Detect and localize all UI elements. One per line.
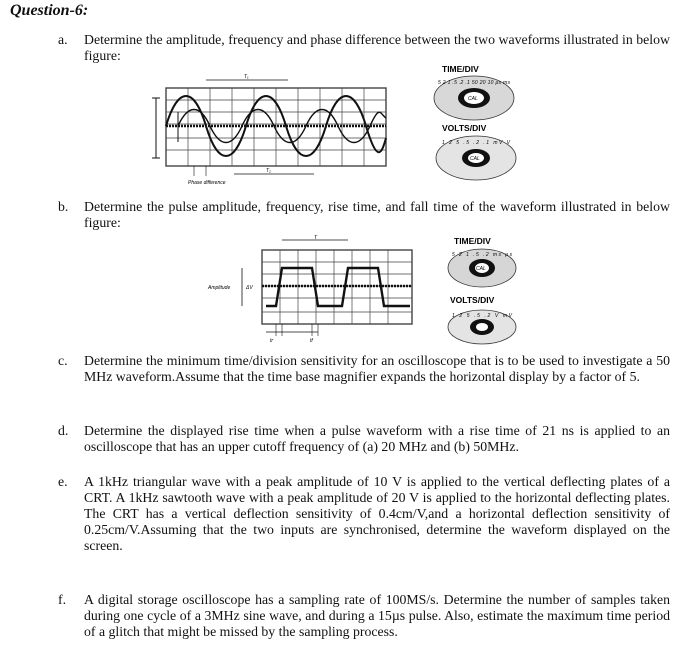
question-d-text: Determine the displayed rise time when a pulse waveform with a rise time of 21 ns is applied to an oscilloscope that has an upper cutoff frequency of (a) 20 MHz and (b) 50MHz.: [84, 423, 670, 454]
figure-b-volts-dial: [440, 290, 526, 346]
question-c: [58, 353, 670, 385]
question-c-label: c.: [58, 353, 68, 368]
dial-marks: 1 2 5 .5 .2 V mV: [452, 313, 512, 319]
volts-div-label: VOLTS/DIV: [450, 295, 495, 305]
knob-label: CAL: [476, 266, 486, 272]
rise-time-label: tr: [270, 338, 274, 344]
figure-a-time-dial: [426, 64, 522, 124]
question-c-text: Determine the minimum time/division sensitivity for an oscilloscope that is to be used to investigate a 50 MHz waveform.Assume that the time base magnifier expands the horizontal display by a factor of 5.: [84, 353, 670, 384]
time-div-label: TIME/DIV: [442, 64, 479, 74]
dial-marks: 5 2 1 .5 .2 ms μs: [452, 252, 512, 258]
dv-label: ΔV: [246, 285, 253, 291]
question-e-text: A 1kHz triangular wave with a peak amplitude of 10 V is applied to the vertical deflecting plates of a CRT. A 1kHz sawtooth wave with a peak amplitude of 20 V is applied to the horizontal deflecting plates. The CRT has a vertical deflection sensitivity of 0.4cm/V,and a horizontal deflection sensitivity of 0.25cm/V.Assuming that the two inputs are synchronised, determine the waveform displayed on the screen.: [84, 474, 670, 553]
amplitude-label: Amplitude: [208, 285, 231, 291]
question-b-label: b.: [58, 199, 69, 214]
question-b: [58, 199, 670, 231]
knob-label: CAL: [468, 96, 478, 102]
question-f: [58, 592, 670, 640]
figure-b-time-dial: [440, 232, 526, 290]
figure-a-volts-dial: [428, 122, 524, 184]
question-e: [58, 474, 670, 554]
question-d-label: d.: [58, 423, 69, 438]
question-d: [58, 423, 670, 455]
question-f-text: A digital storage oscilloscope has a sampling rate of 100MS/s. Determine the number of samples taken during one cycle of a 3MHz sine wave, and during a 15µs pulse. Also, estimate the maximum time period of a glitch that might be missed by the sampling process.: [84, 592, 670, 639]
volts-div-label: VOLTS/DIV: [442, 123, 487, 133]
time-div-label: TIME/DIV: [454, 236, 491, 246]
question-a-label: a.: [58, 32, 68, 47]
phase-difference-label: Phase difference: [188, 180, 226, 186]
question-heading: Question-6:: [10, 2, 89, 19]
question-f-label: f.: [58, 592, 67, 607]
knob-inner: [476, 323, 488, 331]
knob-label: CAL: [470, 156, 480, 162]
period-label-t1: T₁: [244, 74, 249, 80]
question-e-label: e.: [58, 474, 68, 489]
fall-time-label: tf: [310, 338, 313, 344]
figure-a-waveform: [148, 72, 398, 192]
dial-marks: 1 2 5 .5 .2 .1 mV V: [442, 140, 510, 146]
question-a: [58, 32, 670, 64]
figure-b-waveform: [206, 232, 426, 344]
period-label-t2: T₂: [266, 168, 271, 174]
dial-marks: 5 2 1 .5 .2 .1 50 20 10 μs ms: [438, 80, 510, 86]
question-b-text: Determine the pulse amplitude, frequency, rise time, and fall time of the waveform illustrated in below figure:: [84, 199, 670, 230]
question-a-text: Determine the amplitude, frequency and phase difference between the two waveforms illustrated in below figure:: [84, 32, 670, 63]
period-label: T: [314, 235, 318, 241]
